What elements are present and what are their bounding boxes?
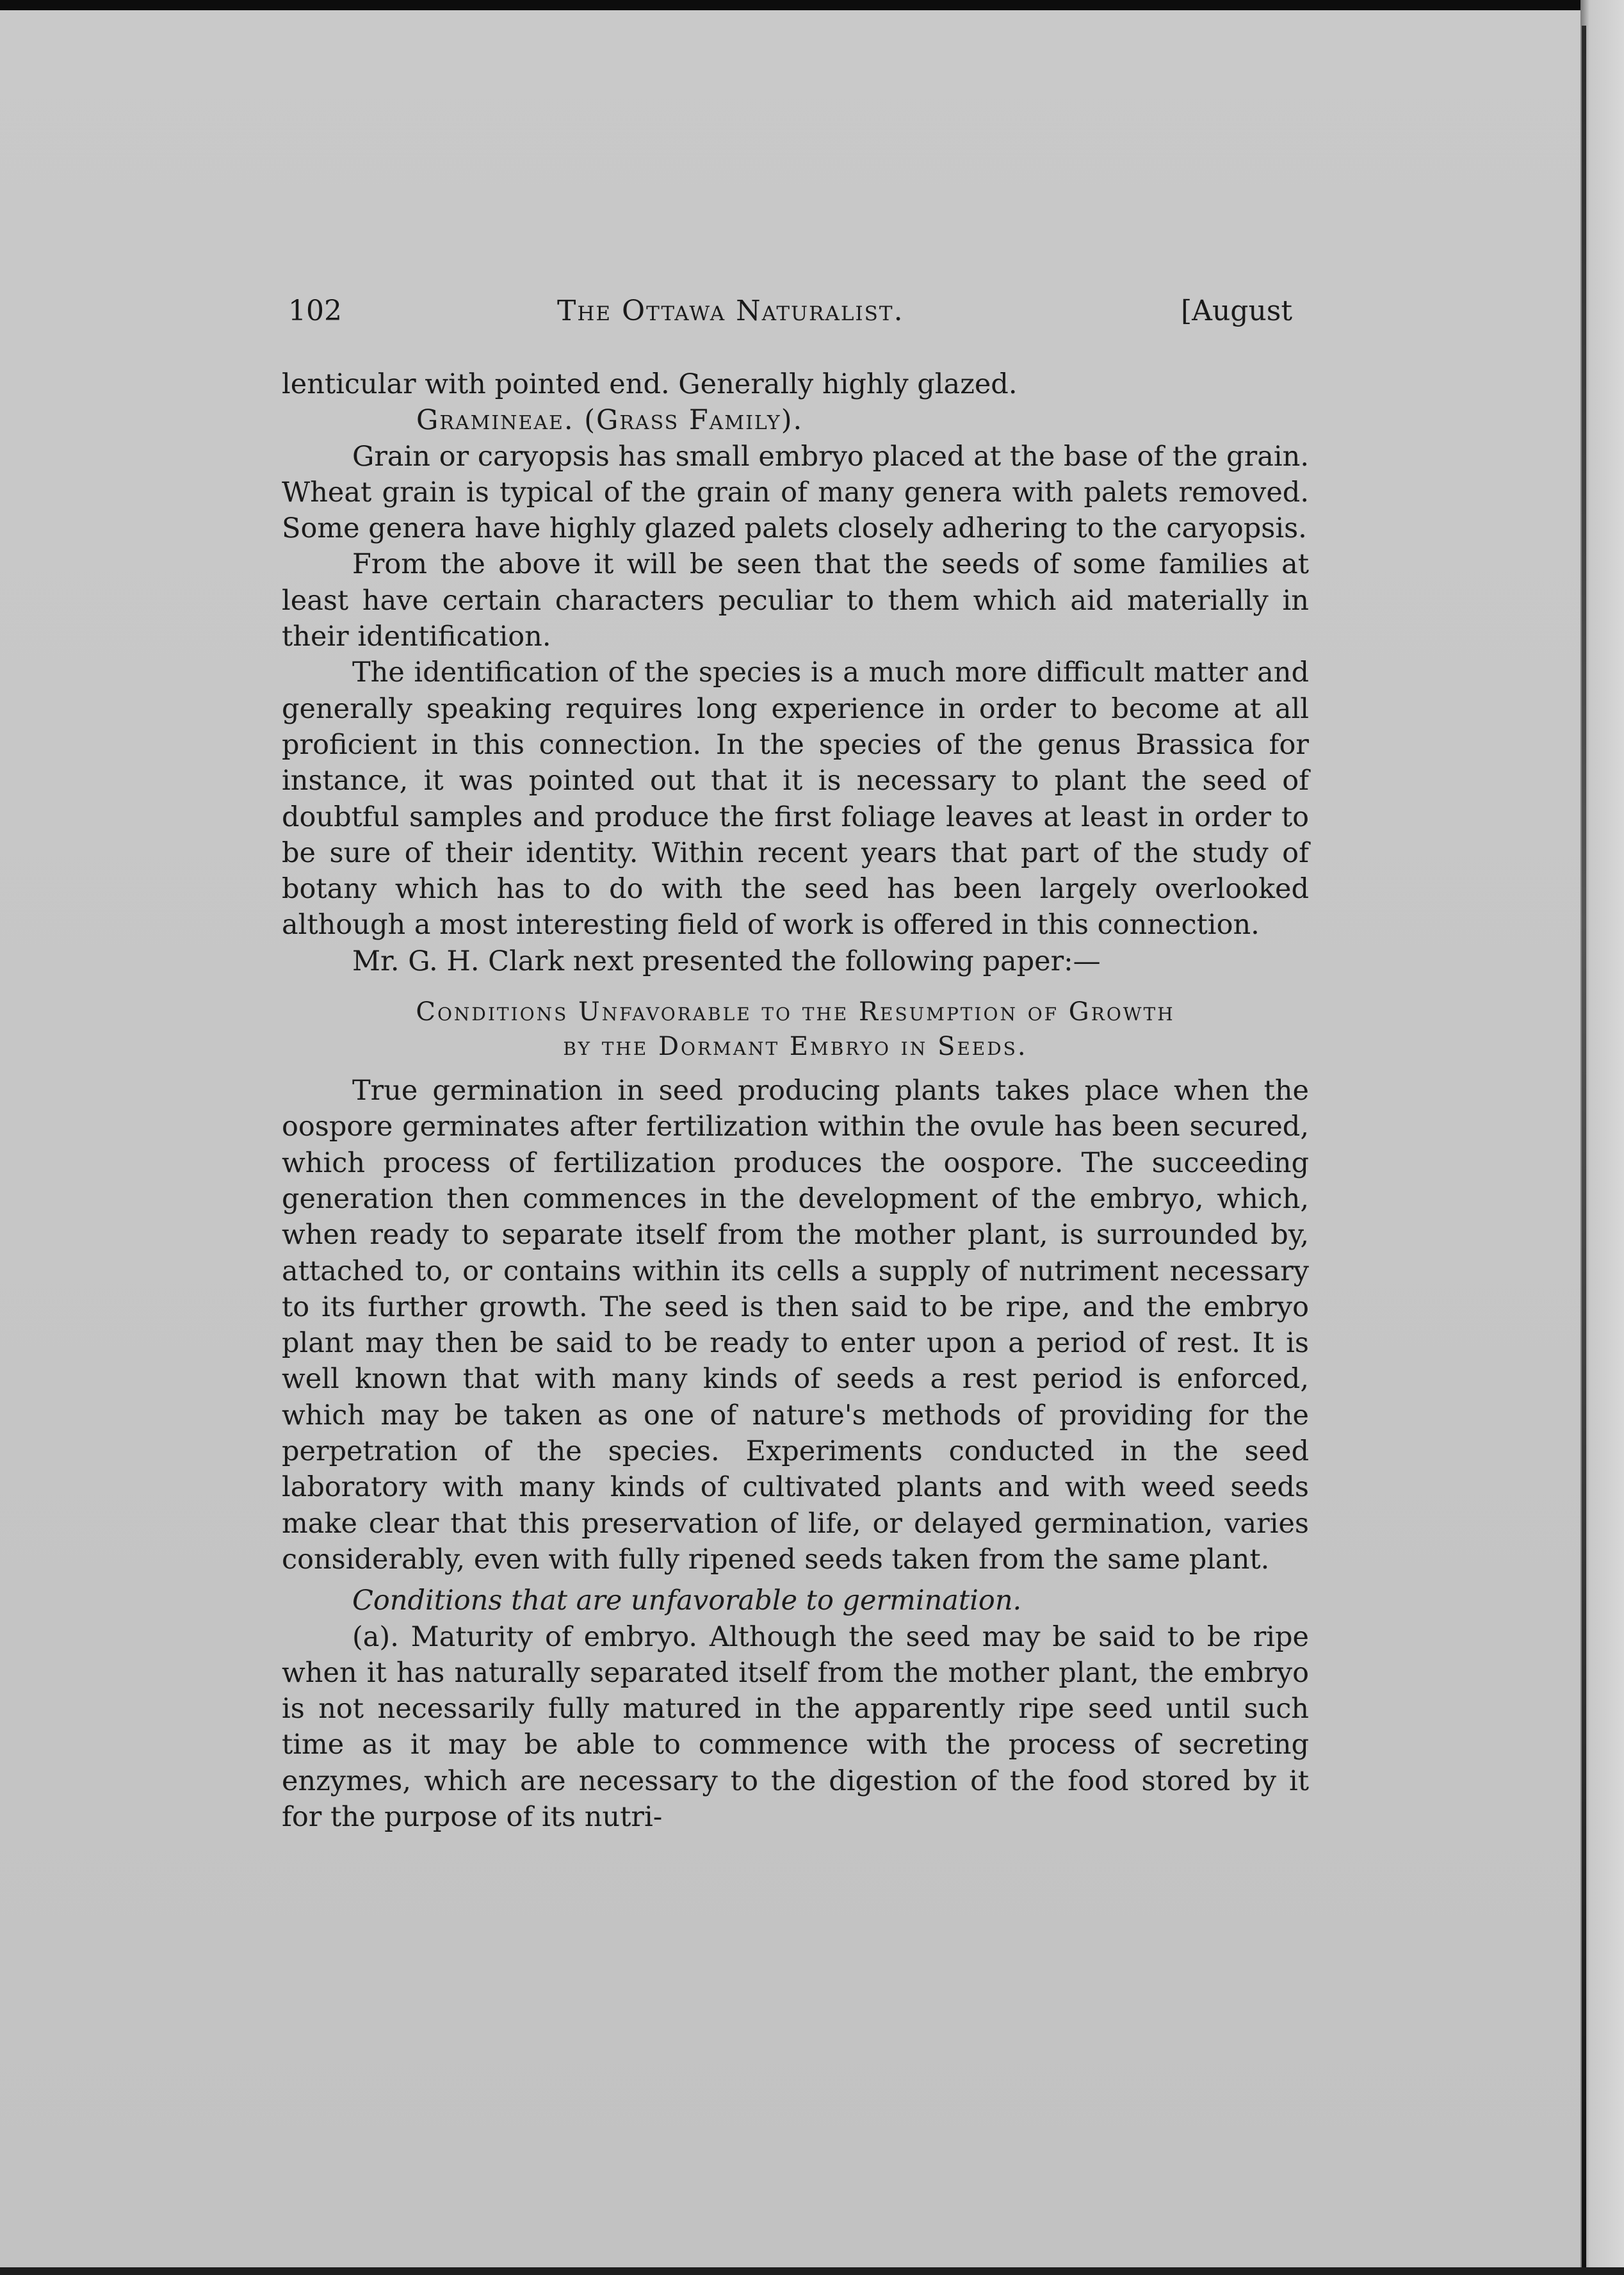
page-content: [282, 295, 1309, 1835]
family-heading: Gramineae. (Grass Family).: [416, 404, 804, 437]
paragraph-3: From the above it will be seen that the seeds of some families at least have certain characters peculiar to them which aid materially in their identification.: [282, 548, 1309, 653]
running-head: [282, 295, 1309, 328]
book-page-edge: [1580, 0, 1624, 2275]
section-subheading: Conditions that are unfavorable to germination.: [352, 1585, 1022, 1617]
paragraph-1: lenticular with pointed end. Generally highly glazed.: [282, 368, 1018, 400]
paper-title-line-1: Conditions Unfavorable to the Resumption of Growth: [416, 997, 1175, 1027]
paragraph-2: Grain or caryopsis has small embryo placed at the base of the grain. Wheat grain is typical of the grain of many genera with palets removed. Some genera have highly glazed palets closely adhering to the caryopsis.: [282, 440, 1309, 545]
paragraph-7: (a). Maturity of embryo. Although the seed may be said to be ripe when it has naturally separated itself from the mother plant, the embryo is not necessarily fully matured in the apparently ripe seed until such time as it may be able to commence with the process of secreting enzymes, which are necessary to the digestion of the food stored by it for the purpose of its nutri-: [282, 1620, 1309, 1833]
journal-title: The Ottawa Naturalist.: [557, 295, 904, 327]
page-number: 102: [288, 295, 342, 327]
paragraph-6: True germination in seed producing plants takes place when the oospore germinates after fertilization within the ovule has been secured, which process of fertilization produces the oospore. The succeeding generation then commences in the development of the embryo, which, when ready to separate itself from the mother plant, is surrounded by, attached to, or contains within its cells a supply of nutriment necessary to its further growth. The seed is then said to be ripe, and the embryo plant may then be said to be ready to enter upon a period of rest. It is well known that with many kinds of seeds a rest period is enforced, which may be taken as one of nature's methods of providing for the perpetration of the species. Experiments conducted in the seed laboratory with many kinds of cultivated plants and with weed seeds make clear that this preservation of life, or delayed germination, varies considerably, even with fully ripened seeds taken from the same plant.: [282, 1075, 1309, 1576]
book-spine-shadow: [1582, 26, 1586, 2267]
paper-title: [282, 995, 1309, 1064]
scan-top-border: [0, 0, 1624, 10]
paragraph-4: The identification of the species is a much more difficult matter and generally speaking requires long experience in order to become at all proficient in this connection. In the species of the genus Brassica for instance, it was pointed out that it is necessary to plant the seed of doubtful samples and produce the first foliage leaves at least in order to be sure of their identity. Within recent years that part of the study of botany which has to do with the seed has been largely overlooked although a most interesting field of work is offered in this connection.: [282, 656, 1309, 942]
scan-bottom-border: [0, 2267, 1624, 2275]
issue-month: [August: [1181, 295, 1293, 327]
paper-title-line-2: by the Dormant Embryo in Seeds.: [563, 1032, 1028, 1062]
paragraph-5: Mr. G. H. Clark next presented the following paper:—: [352, 945, 1101, 977]
